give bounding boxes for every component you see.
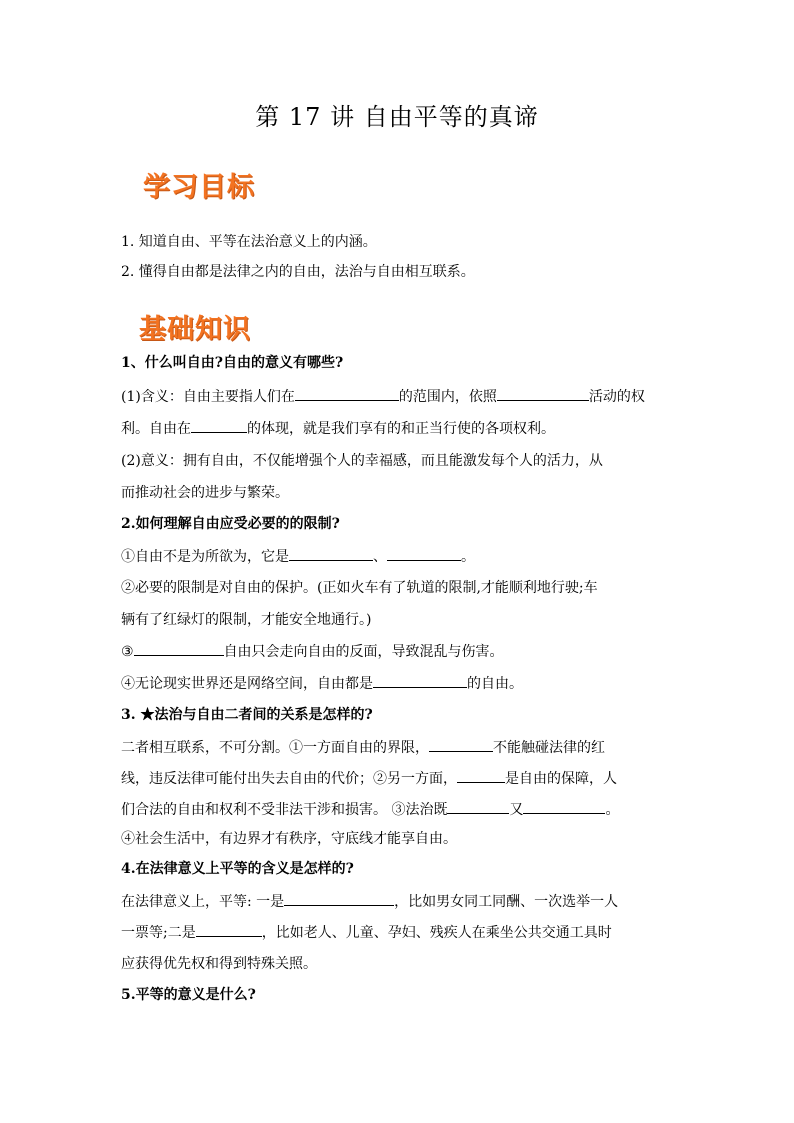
text-segment: 的体现，就是我们享有的和正当行使的各项权利。	[247, 421, 555, 437]
question-1-title: 1、什么叫自由?自由的意义有哪些?	[121, 355, 344, 371]
fill-blank[interactable]	[497, 386, 589, 401]
question-4-line-2	[121, 922, 681, 943]
fill-blank[interactable]	[373, 673, 467, 688]
question-2-title: 2.如何理解自由应受必要的的限制?	[121, 516, 340, 532]
question-5-title: 5.平等的意义是什么?	[121, 987, 256, 1003]
question-4-line-3: 应获得优先权和得到特殊关照。	[121, 956, 317, 972]
text-segment: 又	[509, 802, 524, 818]
text-segment: 的自由。	[467, 676, 523, 692]
fill-blank[interactable]	[429, 737, 493, 752]
question-3-line-2	[121, 768, 681, 789]
text-segment: 、	[373, 549, 387, 565]
fill-blank[interactable]	[191, 418, 247, 433]
question-2-line-4	[121, 641, 681, 662]
text-segment: 在法律意义上，平等: 一是	[121, 894, 285, 910]
question-1-line-3: (2)意义：拥有自由，不仅能增强个人的幸福感，而且能激发每个人的活力，从	[121, 453, 603, 469]
fill-blank[interactable]	[289, 546, 373, 561]
basic-knowledge-heading: 基础知识	[139, 314, 251, 345]
text-segment: 不能触碰法律的红	[493, 740, 605, 756]
text-segment: 利。自由在	[121, 421, 191, 437]
fill-blank[interactable]	[457, 768, 505, 783]
text-segment: 。	[605, 802, 620, 818]
question-2-line-1	[121, 546, 681, 567]
fill-blank[interactable]	[447, 799, 509, 814]
text-segment: 是自由的保障，人	[505, 771, 617, 787]
goal-item-1: 1. 知道自由、平等在法治意义上的内涵。	[121, 234, 377, 250]
question-3-line-4: ④社会生活中，有边界才有秩序，守底线才能享自由。	[121, 831, 457, 847]
question-1-line-4: 而推动社会的进步与繁荣。	[121, 485, 289, 501]
fill-blank[interactable]	[134, 641, 224, 656]
text-segment: (1)含义：自由主要指人们在	[121, 389, 295, 405]
learning-goals-heading: 学习目标	[143, 172, 255, 203]
text-segment: ④无论现实世界还是网络空间，自由都是	[121, 676, 373, 692]
fill-blank[interactable]	[387, 546, 461, 561]
text-segment: 一票等;二是	[121, 925, 196, 941]
goal-item-2: 2. 懂得自由都是法律之内的自由，法治与自由相互联系。	[121, 264, 475, 280]
fill-blank[interactable]	[295, 386, 399, 401]
text-segment: 二者相互联系，不可分割。①一方面自由的界限，	[121, 740, 429, 756]
question-2-line-3: 辆有了红绿灯的限制，才能安全地通行。)	[121, 612, 372, 628]
text-segment: 线，违反法律可能付出失去自由的代价；②另一方面，	[121, 771, 457, 787]
question-4-title: 4.在法律意义上平等的含义是怎样的?	[121, 861, 354, 877]
fill-blank[interactable]	[284, 891, 394, 906]
text-segment: ，比如老人、儿童、孕妇、残疾人在乘坐公共交通工具时	[261, 925, 612, 941]
text-segment: ，比如男女同工同酬、一次选举一人	[394, 894, 619, 910]
question-3-line-3	[121, 799, 681, 820]
page-title: 第 17 讲 自由平等的真谛	[255, 103, 539, 131]
question-1-line-1	[121, 386, 681, 407]
text-segment: 们合法的自由和权利不受非法干涉和损害。 ③法治既	[121, 802, 448, 818]
question-3-title: 3. ★法治与自由二者间的关系是怎样的?	[121, 707, 373, 723]
fill-blank[interactable]	[196, 922, 262, 937]
text-segment: 。	[461, 549, 475, 565]
question-2-line-5	[121, 673, 681, 694]
question-3-line-1	[121, 737, 681, 758]
text-segment: 自由只会走向自由的反面，导致混乱与伤害。	[223, 644, 504, 660]
fill-blank[interactable]	[523, 799, 605, 814]
question-2-line-2: ②必要的限制是对自由的保护。(正如火车有了轨道的限制,才能顺利地行驶;车	[121, 580, 598, 596]
text-segment: ③	[121, 644, 134, 660]
question-1-line-2	[121, 418, 681, 439]
text-segment: 活动的权	[588, 389, 645, 405]
question-4-line-1	[121, 891, 681, 912]
text-segment: 的范围内，依照	[398, 389, 497, 405]
text-segment: ①自由不是为所欲为，它是	[121, 549, 289, 565]
